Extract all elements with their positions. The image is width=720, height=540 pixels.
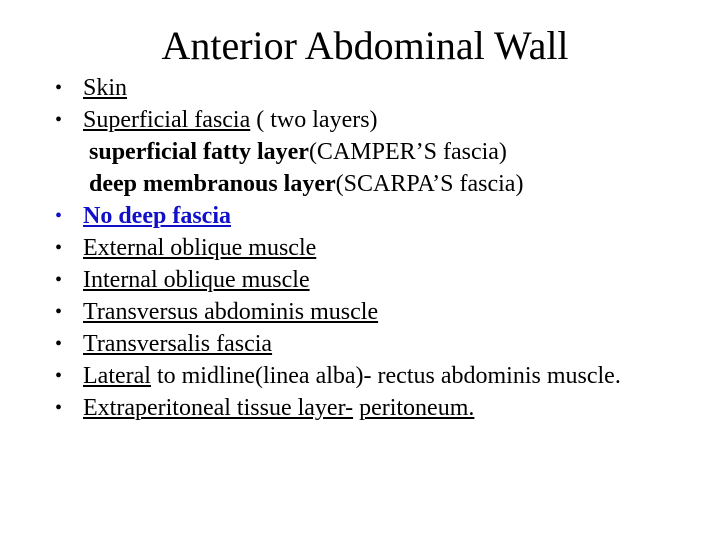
sub-item-fatty-layer (50, 136, 690, 168)
list-item-lateral (50, 360, 690, 392)
extraperitoneal-text: Extraperitoneal tissue layer- (83, 395, 354, 421)
bullet-icon: • (55, 397, 63, 419)
bullet-icon: • (55, 301, 63, 323)
skin-text: Skin (83, 75, 128, 101)
bullet-list (50, 72, 690, 424)
bullet-icon: • (55, 365, 63, 387)
fatty-layer-text: superficial fatty layer (89, 139, 309, 165)
bullet-icon: • (55, 333, 63, 355)
superficial-fascia-suffix: ( two layers) (250, 107, 378, 133)
list-item-transversalis (50, 328, 690, 360)
lateral-suffix: to midline(linea alba)- rectus abdominis muscle. (150, 363, 621, 389)
no-deep-fascia-text: No deep fascia (83, 203, 231, 229)
slide-title: Anterior Abdominal Wall (161, 23, 569, 68)
bullet-icon: • (55, 205, 63, 227)
list-item-external-oblique (50, 232, 690, 264)
membranous-layer-suffix: (SCARPA’S fascia) (335, 171, 524, 197)
list-item-extraperitoneal (50, 392, 690, 424)
bullet-icon: • (55, 269, 63, 291)
lateral-text: Lateral (83, 363, 151, 389)
external-oblique-text: External oblique muscle (83, 235, 317, 261)
sub-item-membranous-layer (50, 168, 690, 200)
list-item-superficial-fascia (50, 104, 690, 136)
list-item-no-deep-fascia (50, 200, 690, 232)
bullet-icon: • (55, 109, 63, 131)
membranous-layer-text: deep membranous layer (89, 171, 336, 197)
superficial-fascia-text: Superficial fascia (83, 107, 251, 133)
list-item-skin (50, 72, 690, 104)
transversalis-text: Transversalis fascia (83, 331, 273, 357)
fatty-layer-suffix: (CAMPER’S fascia) (308, 139, 507, 165)
transversus-text: Transversus abdominis muscle (83, 299, 379, 325)
list-item-internal-oblique (50, 264, 690, 296)
list-item-transversus (50, 296, 690, 328)
peritoneum-text: peritoneum. (359, 395, 475, 421)
internal-oblique-text: Internal oblique muscle (83, 267, 310, 293)
bullet-icon: • (55, 77, 63, 99)
bullet-icon: • (55, 237, 63, 259)
